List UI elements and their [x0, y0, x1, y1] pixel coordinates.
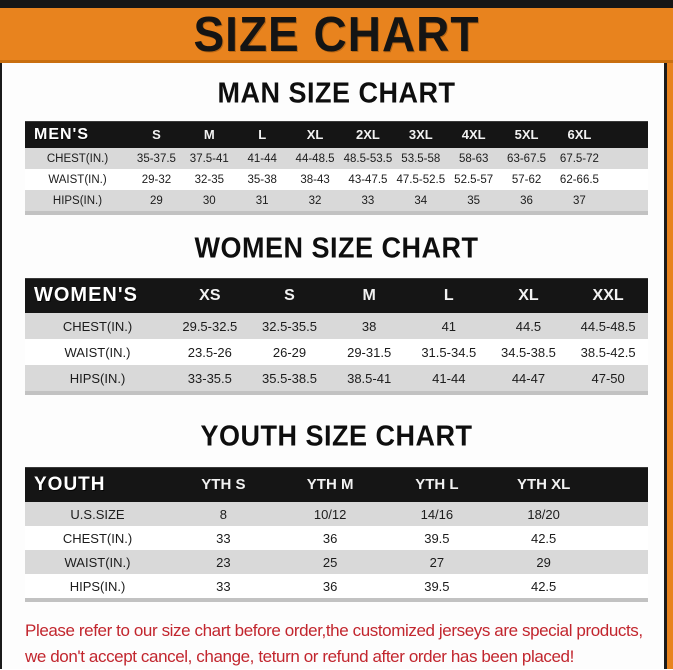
size-value: 43-47.5	[348, 173, 388, 186]
section-heading: MAN SIZE CHART	[217, 77, 456, 109]
size-value: 47-50	[591, 370, 625, 386]
size-column-header: XL	[518, 286, 539, 304]
table-header-row	[25, 278, 648, 313]
size-value: 29-31.5	[347, 344, 392, 360]
size-value: 41-44	[247, 152, 277, 165]
size-value: 38.5-42.5	[580, 344, 636, 360]
row-label: CHEST(IN.)	[62, 530, 133, 546]
size-value: 36	[322, 530, 338, 546]
size-value: 29	[150, 194, 163, 207]
size-value: 44.5	[515, 318, 542, 334]
size-value: 38.5-41	[347, 370, 392, 386]
size-value: 52.5-57	[454, 173, 494, 186]
size-value: 8	[219, 506, 227, 522]
disclaimer	[25, 618, 650, 670]
table-row	[25, 169, 648, 190]
size-value: 41-44	[432, 370, 466, 386]
table-row	[25, 502, 648, 526]
size-chart-banner	[0, 8, 673, 63]
size-value: 38-43	[300, 173, 330, 186]
table-row	[25, 550, 648, 574]
size-column-header: 6XL	[567, 127, 592, 142]
size-value: 31	[255, 194, 269, 207]
size-value: 23.5-26	[187, 344, 232, 360]
size-column-header: S	[152, 127, 161, 142]
row-label: WAIST(IN.)	[48, 173, 107, 186]
size-column-header: YTH S	[201, 476, 246, 493]
size-value: 23	[216, 554, 231, 570]
size-table	[25, 278, 648, 395]
size-value: 67.5-72	[559, 152, 599, 165]
header-group-label: MEN'S	[34, 125, 90, 143]
size-column-header: YTH XL	[516, 476, 571, 493]
size-value: 47.5-52.5	[396, 173, 446, 186]
size-value: 33-35.5	[187, 370, 232, 386]
size-column-header: 3XL	[408, 127, 433, 142]
size-column-header: 2XL	[356, 127, 380, 142]
size-value: 10/12	[313, 506, 347, 522]
size-column-header: YTH M	[306, 476, 354, 493]
page-title: SIZE CHART	[193, 6, 480, 62]
size-value: 53.5-58	[401, 152, 441, 165]
header-group-label: YOUTH	[34, 473, 106, 495]
size-column-header: XXL	[592, 286, 624, 304]
size-value: 58-63	[458, 152, 489, 165]
size-value: 29.5-32.5	[182, 318, 238, 334]
size-value: 29-32	[141, 173, 172, 186]
chart-content	[0, 66, 673, 670]
row-label: HIPS(IN.)	[69, 370, 126, 386]
size-column-header: L	[443, 286, 454, 304]
size-value: 27	[429, 554, 445, 570]
size-value: 36	[322, 578, 338, 594]
size-value: 35-38	[247, 173, 277, 186]
size-column-header: XL	[306, 127, 324, 142]
table-row	[25, 313, 648, 339]
size-value: 39.5	[424, 578, 450, 594]
size-value: 42.5	[530, 578, 557, 594]
size-value: 32	[308, 194, 322, 207]
table-row	[25, 365, 648, 391]
size-value: 44-48.5	[295, 152, 335, 165]
size-column-header: S	[284, 286, 295, 304]
size-value: 63-67.5	[507, 152, 547, 165]
table-row	[25, 526, 648, 550]
table-header-row	[25, 467, 648, 502]
size-column-header: XS	[199, 286, 221, 304]
man-size-chart-section	[0, 78, 673, 215]
size-value: 36	[520, 194, 533, 207]
size-value: 34	[414, 194, 428, 207]
size-value: 33	[216, 578, 231, 594]
disclaimer-line-2: we don't accept cancel, change, teturn or refund after order has been placed!	[25, 647, 574, 666]
size-value: 39.5	[424, 530, 450, 546]
section-heading: YOUTH SIZE CHART	[200, 420, 473, 452]
size-value: 33	[361, 194, 375, 207]
size-table	[25, 121, 648, 215]
youth-size-chart-section	[0, 421, 673, 602]
table-row	[25, 148, 648, 169]
size-value: 62-66.5	[559, 173, 599, 186]
row-label: HIPS(IN.)	[69, 578, 126, 594]
size-value: 31.5-34.5	[421, 344, 477, 360]
size-value: 18/20	[527, 506, 560, 522]
section-heading: WOMEN SIZE CHART	[194, 232, 479, 264]
size-value: 26-29	[272, 344, 307, 360]
size-value: 38	[361, 318, 377, 334]
size-value: 33	[216, 530, 231, 546]
size-value: 41	[441, 318, 457, 334]
size-column-header: M	[362, 286, 376, 304]
table-row	[25, 574, 648, 598]
size-value: 48.5-53.5	[343, 152, 393, 165]
size-column-header: L	[258, 127, 267, 142]
row-label: CHEST(IN.)	[46, 152, 109, 165]
size-value: 44.5-48.5	[580, 318, 636, 334]
size-table	[25, 467, 648, 602]
size-value: 29	[536, 554, 551, 570]
size-value: 44-47	[511, 370, 546, 386]
size-value: 37.5-41	[189, 152, 229, 165]
row-label: CHEST(IN.)	[62, 318, 133, 334]
table-header-row	[25, 121, 648, 148]
row-label: U.S.SIZE	[70, 506, 125, 522]
size-column-header: 5XL	[514, 127, 539, 142]
header-group-label: WOMEN'S	[34, 284, 138, 306]
size-value: 37	[573, 194, 586, 207]
size-column-header: 4XL	[461, 127, 486, 142]
size-value: 57-62	[511, 173, 542, 186]
size-value: 14/16	[420, 506, 454, 522]
row-label: WAIST(IN.)	[64, 554, 131, 570]
size-value: 34.5-38.5	[500, 344, 556, 360]
women-size-chart-section	[0, 233, 673, 395]
size-value: 35.5-38.5	[262, 370, 317, 386]
size-value: 32.5-35.5	[262, 318, 317, 334]
size-value: 32-35	[194, 173, 225, 186]
size-value: 35	[467, 194, 481, 207]
size-value: 30	[202, 194, 216, 207]
size-value: 25	[322, 554, 338, 570]
table-row	[25, 190, 648, 211]
row-label: WAIST(IN.)	[64, 344, 131, 360]
size-column-header: YTH L	[415, 476, 459, 493]
size-value: 35-37.5	[136, 152, 176, 165]
row-label: HIPS(IN.)	[52, 194, 103, 207]
table-row	[25, 339, 648, 365]
size-column-header: M	[203, 127, 215, 142]
disclaimer-line-1: Please refer to our size chart before order,the customized jerseys are special products,	[25, 621, 643, 640]
size-value: 42.5	[530, 530, 557, 546]
